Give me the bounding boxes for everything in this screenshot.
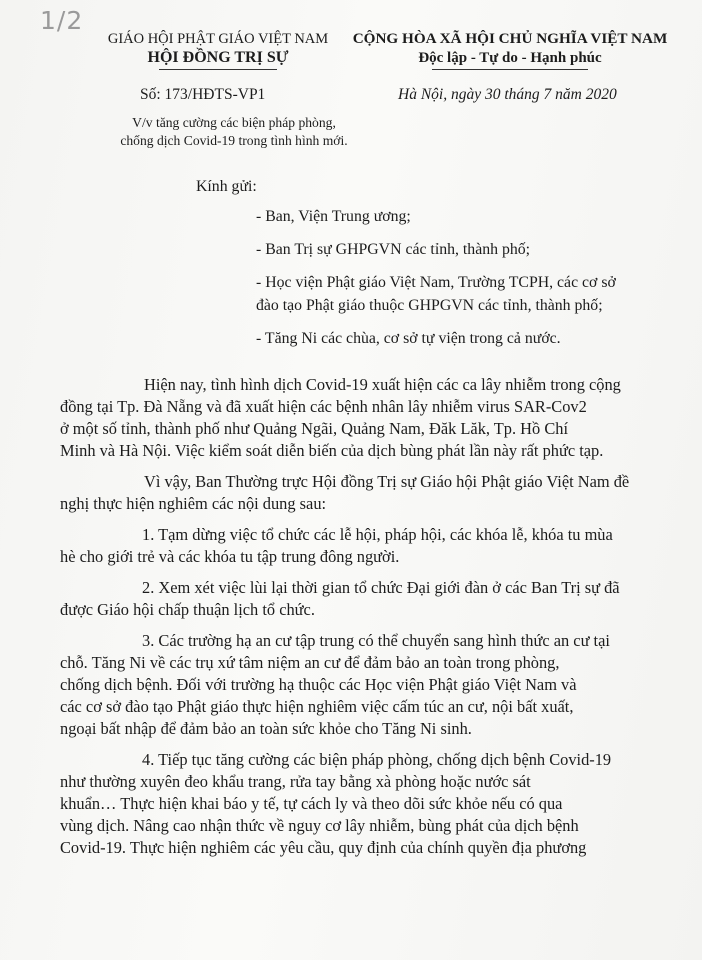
body-line: Hiện nay, tình hình dịch Covid-19 xuất hiện các ca lây nhiễm trong cộng — [144, 375, 621, 394]
recipient-item — [256, 271, 676, 317]
body-line: 4. Tiếp tục tăng cường các biện pháp phòng, chống dịch bệnh Covid-19 — [142, 750, 612, 769]
letter-body — [60, 374, 670, 859]
body-line: Vì vậy, Ban Thường trực Hội đồng Trị sự Giáo hội Phật giáo Việt Nam đề — [144, 472, 630, 491]
body-line: chống dịch bệnh. Đối với trường hạ thuộc các Học viện Phật giáo Việt Nam và — [60, 675, 577, 694]
document-subject — [104, 114, 364, 150]
body-line: chỗ. Tăng Ni về các trụ xứ tâm niệm an cư để đảm bảo an toàn trong phòng, — [60, 653, 560, 672]
body-paragraph — [60, 577, 670, 621]
body-line: ngoại bất nhập để đảm bảo an toàn sức khỏe cho Tăng Ni sinh. — [60, 719, 472, 738]
motto-underline — [432, 69, 588, 70]
recipient-item — [256, 327, 676, 350]
body-paragraph — [60, 630, 670, 740]
body-line: được Giáo hội chấp thuận lịch tổ chức. — [60, 600, 315, 619]
recipient-item — [256, 238, 676, 261]
organization-name: GIÁO HỘI PHẬT GIÁO VIỆT NAM — [107, 31, 329, 47]
document-date: Hà Nội, ngày 30 tháng 7 năm 2020 — [398, 86, 617, 103]
national-header — [350, 30, 670, 70]
body-line: nghị thực hiện nghiêm các nội dung sau: — [60, 494, 327, 513]
council-underline — [159, 69, 277, 70]
recipient-line: - Ban Trị sự GHPGVN các tỉnh, thành phố; — [256, 241, 531, 258]
subject-line: chống dịch Covid-19 trong tình hình mới. — [120, 133, 348, 148]
body-line: như thường xuyên đeo khẩu trang, rửa tay bằng xà phòng hoặc nước sát — [60, 772, 531, 791]
subject-line: V/v tăng cường các biện pháp phòng, — [132, 115, 336, 130]
issuer-header — [98, 30, 338, 70]
body-line: vùng dịch. Nâng cao nhận thức về nguy cơ lây nhiễm, bùng phát của dịch bệnh — [60, 816, 579, 835]
body-line: hè cho giới trẻ và các khóa tu tập trung đông người. — [60, 547, 400, 566]
recipient-line: đào tạo Phật giáo thuộc GHPGVN các tỉnh, thành phố; — [256, 297, 603, 314]
page-counter: 1/2 — [40, 6, 84, 35]
council-name: HỘI ĐỒNG TRỊ SỰ — [147, 49, 289, 66]
document-number: Số: 173/HĐTS-VP1 — [140, 86, 266, 103]
recipient-line: - Tăng Ni các chùa, cơ sở tự viện trong cả nước. — [256, 330, 561, 347]
greeting: Kính gửi: — [196, 178, 257, 195]
body-paragraph — [60, 749, 670, 859]
recipient-list — [256, 205, 676, 350]
body-line: đồng tại Tp. Đà Nẵng và đã xuất hiện các bệnh nhân lây nhiễm virus SAR-Cov2 — [60, 397, 587, 416]
recipient-line: - Học viện Phật giáo Việt Nam, Trường TCPH, các cơ sở — [256, 274, 616, 291]
body-line: Covid-19. Thực hiện nghiêm các yêu cầu, quy định của chính quyền địa phương — [60, 838, 587, 857]
body-line: 2. Xem xét việc lùi lại thời gian tổ chức Đại giới đàn ở các Ban Trị sự đã — [142, 578, 620, 597]
body-line: 1. Tạm dừng việc tổ chức các lễ hội, pháp hội, các khóa lễ, khóa tu mùa — [142, 525, 613, 544]
body-paragraph — [60, 374, 670, 462]
body-line: 3. Các trường hạ an cư tập trung có thể chuyển sang hình thức an cư tại — [142, 631, 610, 650]
body-paragraph — [60, 471, 670, 515]
body-line: Minh và Hà Nội. Việc kiểm soát diễn biến của dịch bùng phát lần này rất phức tạp. — [60, 441, 604, 460]
body-line: ở một số tỉnh, thành phố như Quảng Ngãi, Quảng Nam, Đăk Lăk, Tp. Hồ Chí — [60, 419, 568, 438]
body-line: các cơ sở đào tạo Phật giáo thực hiện nghiêm việc cấm túc an cư, nội bất xuất, — [60, 697, 574, 716]
body-paragraph — [60, 524, 670, 568]
national-motto: Độc lập - Tự do - Hạnh phúc — [418, 50, 602, 66]
recipient-line: - Ban, Viện Trung ương; — [256, 208, 411, 225]
republic-title: CỘNG HÒA XÃ HỘI CHỦ NGHĨA VIỆT NAM — [352, 30, 668, 47]
body-line: khuẩn… Thực hiện khai báo y tế, tự cách ly và theo dõi sức khỏe nếu có qua — [60, 794, 563, 813]
recipient-item — [256, 205, 676, 228]
